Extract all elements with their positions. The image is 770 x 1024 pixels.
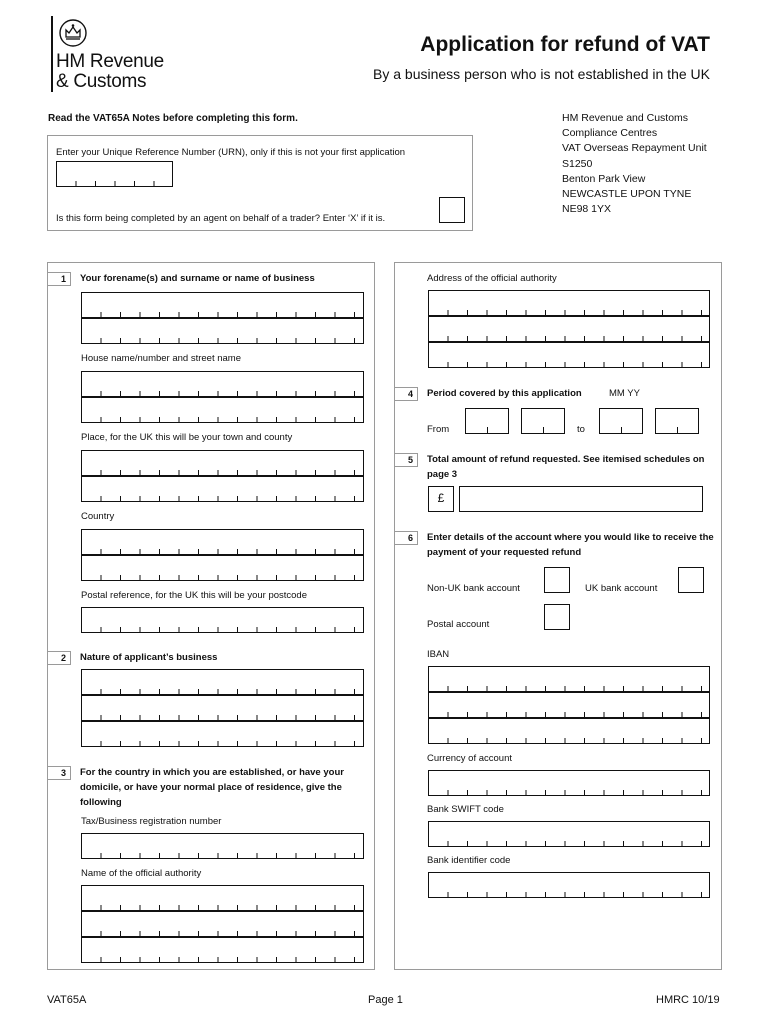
country-input-line-1[interactable]: [81, 529, 364, 555]
form-subtitle: By a business person who is not established in the UK: [373, 66, 710, 82]
question-number-5: 5: [394, 453, 418, 467]
iban-input-line-1[interactable]: [428, 666, 710, 692]
q1-title: Your forename(s) and surname or name of business: [80, 273, 315, 284]
crown-crest-icon: [58, 18, 88, 48]
house-input-line-1[interactable]: [81, 371, 364, 397]
authority-address-line-1[interactable]: [428, 290, 710, 316]
iban-input-line-3[interactable]: [428, 718, 710, 744]
address-line: NE98 1YX: [562, 203, 612, 216]
name-input-line-2[interactable]: [81, 318, 364, 344]
authority-name-line-3[interactable]: [81, 937, 364, 963]
currency-label: Currency of account: [427, 753, 513, 764]
authority-address-label: Address of the official authority: [427, 273, 557, 284]
authority-address-line-2[interactable]: [428, 316, 710, 342]
from-year-input[interactable]: [521, 408, 565, 434]
place-input-line-2[interactable]: [81, 476, 364, 502]
swift-label: Bank SWIFT code: [427, 804, 504, 815]
business-input-line-1[interactable]: [81, 669, 364, 695]
authority-name-line-2[interactable]: [81, 911, 364, 937]
authority-address-line-3[interactable]: [428, 342, 710, 368]
address-line: NEWCASTLE UPON TYNE: [562, 188, 692, 201]
urn-input[interactable]: [56, 161, 173, 187]
footer-page: Page 1: [368, 994, 403, 1006]
swift-input[interactable]: [428, 821, 710, 847]
refund-amount-input[interactable]: [459, 486, 703, 512]
postal-label: Postal reference, for the UK this will be your postcode: [81, 590, 308, 601]
question-number-6: 6: [394, 531, 418, 545]
place-input-line-1[interactable]: [81, 450, 364, 476]
from-month-input[interactable]: [465, 408, 509, 434]
country-input-line-2[interactable]: [81, 555, 364, 581]
authority-name-line-1[interactable]: [81, 885, 364, 911]
pound-sign-box: £: [428, 486, 454, 512]
q3-title: For the country in which you are established, or have your domicile, or have your normal place of residence, give the following: [80, 767, 344, 808]
question-number-3: 3: [47, 766, 71, 780]
to-year-input[interactable]: [655, 408, 699, 434]
tax-label: Tax/Business registration number: [81, 816, 222, 827]
logo-rule: [51, 16, 53, 92]
iban-input-line-2[interactable]: [428, 692, 710, 718]
non-uk-label: Non-UK bank account: [427, 583, 520, 594]
business-input-line-2[interactable]: [81, 695, 364, 721]
q5-title: Total amount of refund requested. See itemised schedules on page 3: [427, 454, 705, 480]
address-line: HM Revenue and Customs: [562, 112, 689, 124]
address-line: Compliance Centres: [562, 127, 658, 140]
name-input-line-1[interactable]: [81, 292, 364, 318]
urn-label: Enter your Unique Reference Number (URN), only if this is not your first application: [56, 147, 406, 158]
to-label: to: [577, 424, 585, 435]
postal-account-checkbox[interactable]: [544, 604, 570, 630]
postal-account-label: Postal account: [427, 619, 490, 630]
footer-form-id: VAT65A: [47, 994, 87, 1006]
brand-line-1: HM Revenue: [56, 51, 164, 72]
notes-instruction: Read the VAT65A Notes before completing this form.: [48, 113, 298, 124]
currency-input[interactable]: [428, 770, 710, 796]
address-line: VAT Overseas Repayment Unit: [562, 142, 707, 155]
to-month-input[interactable]: [599, 408, 643, 434]
bank-id-label: Bank identifier code: [427, 855, 511, 866]
question-number-1: 1: [47, 272, 71, 286]
form-title: Application for refund of VAT: [420, 33, 710, 56]
uk-label: UK bank account: [585, 583, 658, 594]
address-line: S1250: [562, 157, 593, 170]
uk-account-checkbox[interactable]: [678, 567, 704, 593]
authority-name-label: Name of the official authority: [81, 868, 202, 879]
house-label: House name/number and street name: [81, 353, 242, 364]
footer-version: HMRC 10/19: [656, 994, 720, 1006]
q6-title: Enter details of the account where you would like to receive the payment of your requested refund: [427, 532, 714, 558]
non-uk-account-checkbox[interactable]: [544, 567, 570, 593]
q2-title: Nature of applicant’s business: [80, 652, 218, 663]
brand-name: [56, 52, 164, 92]
q4-title: Period covered by this application: [427, 388, 582, 399]
address-line: Benton Park View: [562, 172, 646, 185]
question-number-2: 2: [47, 651, 71, 665]
brand-line-2: & Customs: [56, 71, 147, 92]
tax-registration-input[interactable]: [81, 833, 364, 859]
country-label: Country: [81, 511, 115, 522]
iban-label: IBAN: [427, 649, 450, 660]
agent-checkbox[interactable]: [439, 197, 465, 223]
postcode-input[interactable]: [81, 607, 364, 633]
house-input-line-2[interactable]: [81, 397, 364, 423]
period-format: MM YY: [609, 388, 640, 399]
return-address: [562, 111, 707, 217]
from-label: From: [427, 424, 450, 435]
agent-label: Is this form being completed by an agent on behalf of a trader? Enter ‘X’ if it is.: [56, 213, 386, 224]
bank-id-input[interactable]: [428, 872, 710, 898]
question-number-4: 4: [394, 387, 418, 401]
business-input-line-3[interactable]: [81, 721, 364, 747]
place-label: Place, for the UK this will be your town and county: [81, 432, 293, 443]
